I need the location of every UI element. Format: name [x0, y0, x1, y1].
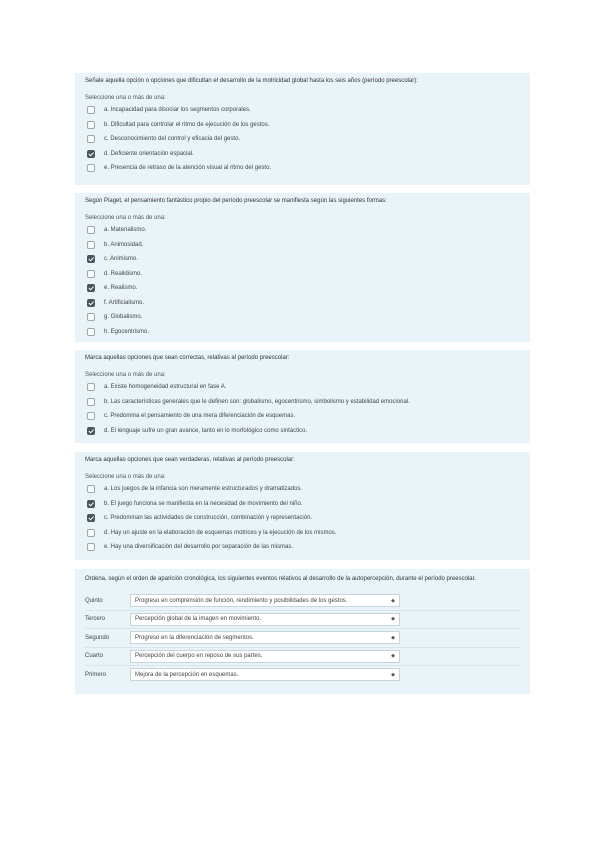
row-label: Quinto — [85, 597, 103, 604]
checkbox[interactable] — [87, 427, 95, 435]
checkbox[interactable] — [87, 270, 95, 278]
option-label: c. Predominan las actividades de construcción, combinación y representación. — [104, 515, 313, 522]
checkbox[interactable] — [87, 529, 95, 537]
option-label: e. Presencia de retraso de la atención visual al ritmo del gesto. — [104, 165, 272, 172]
option-a[interactable] — [85, 380, 520, 395]
option-h[interactable] — [85, 325, 520, 340]
option-label: d. El lenguaje sufre un gran avance, tanto en lo morfológico como sintáctico. — [104, 427, 308, 434]
ordering-row — [85, 592, 520, 610]
row-label: Cuarto — [85, 653, 104, 660]
option-b[interactable] — [85, 238, 520, 253]
option-label: g. Globalismo. — [104, 314, 143, 321]
checkbox[interactable] — [87, 383, 95, 391]
ordering-row — [85, 647, 520, 666]
row-label: Segundo — [85, 634, 110, 641]
option-d[interactable] — [85, 526, 520, 541]
selected-value: Progreso en la diferenciación de segmentos. — [135, 634, 254, 641]
chevron-down-icon: ◆ — [391, 653, 395, 660]
checkbox[interactable] — [87, 121, 95, 129]
question-instruction: Seleccione una o más de una: — [85, 95, 166, 101]
ordering-table — [85, 592, 520, 684]
selected-value: Mejora de la percepción en esquemas. — [135, 671, 239, 678]
chevron-down-icon: ◆ — [391, 597, 395, 604]
option-label: a. Los juegos de la infancia son meramente estructurados y dramatizados. — [104, 486, 303, 493]
option-label: c. Animismo. — [104, 256, 139, 263]
checkbox[interactable] — [87, 255, 95, 263]
option-label: c. Desconocimiento del control y eficacia del gesto. — [104, 136, 241, 143]
checkbox[interactable] — [87, 500, 95, 508]
chevron-down-icon: ◆ — [391, 616, 395, 623]
answer-select[interactable] — [130, 668, 400, 681]
option-a[interactable] — [85, 482, 520, 497]
question-instruction: Seleccione una o más de una: — [85, 372, 166, 378]
option-f[interactable] — [85, 296, 520, 311]
option-label: h. Egocentrismo. — [104, 328, 150, 335]
row-label: Primero — [85, 671, 107, 678]
option-e[interactable] — [85, 161, 520, 176]
option-c[interactable] — [85, 511, 520, 526]
option-label: b. Las características generales que le definen son: globalismo, egocentrismo, simbolismo y estabilidad emocional. — [104, 398, 410, 405]
option-b[interactable] — [85, 395, 520, 410]
question-instruction: Seleccione una o más de una: — [85, 215, 166, 221]
option-d[interactable] — [85, 147, 520, 162]
option-e[interactable] — [85, 281, 520, 296]
option-c[interactable] — [85, 132, 520, 147]
checkbox[interactable] — [87, 106, 95, 114]
checkbox[interactable] — [87, 150, 95, 158]
checkbox[interactable] — [87, 284, 95, 292]
question-card-1 — [75, 73, 530, 185]
question-text: Marca aquellas opciones que sean correctas, relativas al período preescolar: — [85, 355, 290, 361]
option-b[interactable] — [85, 118, 520, 133]
checkbox[interactable] — [87, 514, 95, 522]
selected-value: Progreso en comprensión de función, rendimiento y posibilidades de los gestos. — [135, 597, 348, 604]
chevron-down-icon: ◆ — [391, 634, 395, 641]
option-label: a. Existe homogeneidad estructural en fase A. — [104, 384, 227, 391]
option-g[interactable] — [85, 310, 520, 325]
option-b[interactable] — [85, 497, 520, 512]
option-d[interactable] — [85, 424, 520, 439]
ordering-row — [85, 665, 520, 684]
checkbox[interactable] — [87, 241, 95, 249]
option-label: b. El juego funciona se manifiesta en la necesidad de movimiento del niño. — [104, 500, 303, 507]
checkbox[interactable] — [87, 485, 95, 493]
checkbox[interactable] — [87, 398, 95, 406]
option-label: a. Materialismo. — [104, 227, 147, 234]
ordering-row — [85, 610, 520, 629]
checkbox[interactable] — [87, 299, 95, 307]
option-label: e. Realismo. — [104, 285, 138, 292]
option-label: a. Incapacidad para disociar los segmentos corporales. — [104, 107, 251, 114]
option-label: b. Animosidad. — [104, 241, 144, 248]
option-label: d. Hay un ajuste en la elaboración de esquemas motrices y la ejecución de los mismos. — [104, 529, 337, 536]
option-c[interactable] — [85, 409, 520, 424]
option-e[interactable] — [85, 540, 520, 555]
question-text: Marca aquellas opciones que sean verdaderas, relativas al período preescolar: — [85, 457, 295, 463]
checkbox[interactable] — [87, 313, 95, 321]
option-label: f. Artificialismo. — [104, 299, 145, 306]
checkbox[interactable] — [87, 412, 95, 420]
option-label: d. Deficiente orientación espacial. — [104, 150, 194, 157]
option-label: e. Hay una diversificación del desarrollo por separación de las mismas. — [104, 544, 294, 551]
checkbox[interactable] — [87, 226, 95, 234]
question-instruction: Seleccione una o más de una: — [85, 474, 166, 480]
ordering-row — [85, 628, 520, 647]
question-text: Ordena, según el orden de aparición cronológica, los siguientes eventos relativos al desarrollo de la autopercepción, durante el período preescolar. — [85, 576, 476, 582]
checkbox[interactable] — [87, 135, 95, 143]
option-d[interactable] — [85, 267, 520, 282]
question-card-3 — [75, 350, 530, 443]
chevron-down-icon: ◆ — [391, 671, 395, 678]
checkbox[interactable] — [87, 164, 95, 172]
answer-select[interactable] — [130, 613, 400, 626]
question-text: Señale aquella opción o opciones que dificultan el desarrollo de la motricidad global hasta los seis años (período preescolar): — [85, 78, 418, 84]
answer-select[interactable] — [130, 594, 400, 607]
option-label: c. Predomina el pensamiento de una mera diferenciación de esquemas. — [104, 413, 296, 420]
answer-select[interactable] — [130, 631, 400, 644]
option-a[interactable] — [85, 103, 520, 118]
checkbox[interactable] — [87, 328, 95, 336]
question-text: Según Piaget, el pensamiento fantástico propio del período preescolar se manifiesta según las siguientes formas: — [85, 198, 387, 204]
question-card-2 — [75, 193, 530, 342]
question-card-4 — [75, 452, 530, 560]
selected-value: Percepción global de la imagen en movimiento. — [135, 616, 262, 623]
option-label: b. Dificultad para controlar el ritmo de ejecución de los gestos. — [104, 121, 270, 128]
row-label: Tercero — [85, 616, 106, 623]
option-label: d. Realidismo. — [104, 270, 143, 277]
answer-select[interactable] — [130, 650, 400, 663]
option-a[interactable] — [85, 223, 520, 238]
option-c[interactable] — [85, 252, 520, 267]
selected-value: Percepción del cuerpo en reposo de sus partes. — [135, 653, 263, 660]
question-card-5 — [75, 569, 530, 694]
checkbox[interactable] — [87, 543, 95, 551]
